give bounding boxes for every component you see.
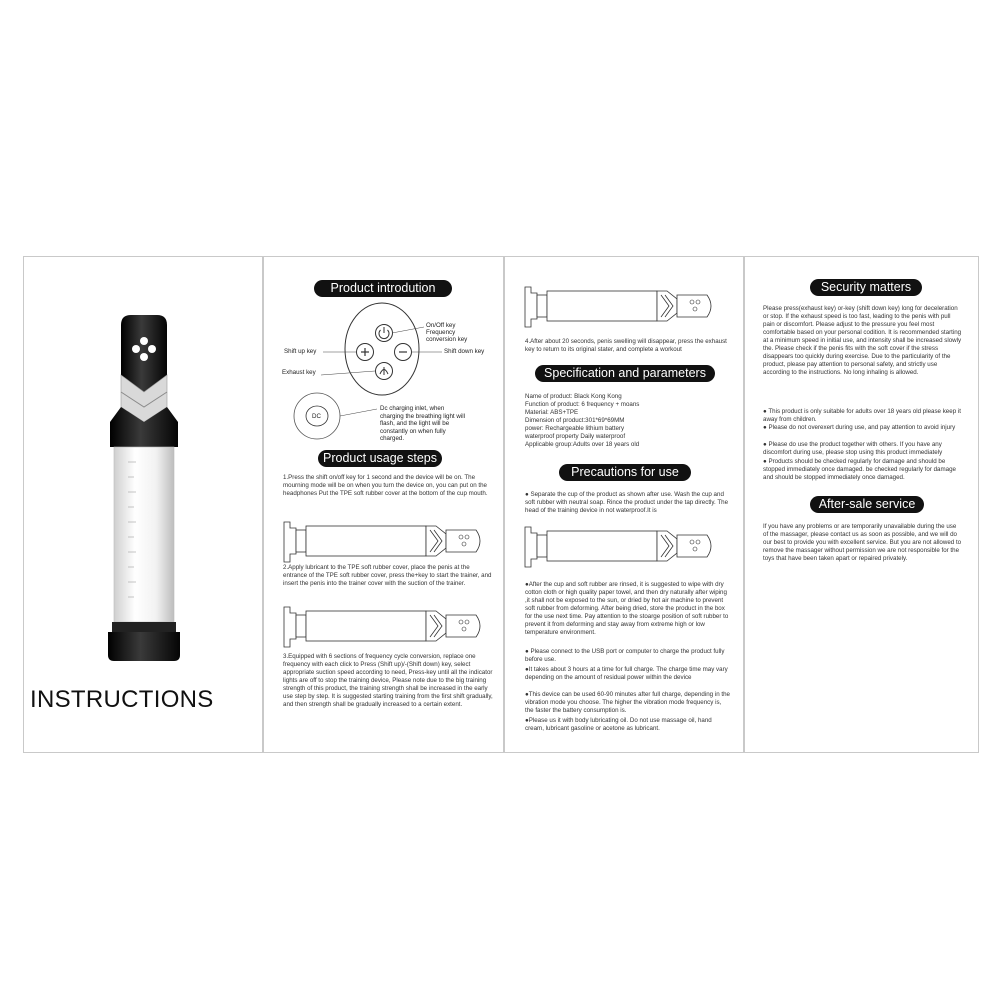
usage-step-3: 3.Equipped with 6 sections of frequency cycle conversion, replace one frequency with each click to Press (Shift up)/-(Shift down) key, select appropriate suction speed according to need, Press-key until all the indicator lights are off to stop the training device, Please note due to the big training strength of this product, the training strength shall be increased in the early use step by step. It is suggested starting training from the first shift gradually, and then strength shall be gradually increased to a certain extent. xyxy=(283,653,493,708)
usage-step-4: 4.After about 20 seconds, penis swelling will disappear, press the exhaust key to return to its original stater, and complete a workout xyxy=(525,338,727,353)
section-title-security: Security matters xyxy=(810,279,922,296)
precaution-1: ● Separate the cup of the product as shown after use. Wash the cup and soft rubber with neutral soap. Rince the product under the tap directly. The head of the training device in not waterproof.It is xyxy=(525,491,729,514)
precaution-5: ●This device can be used 60-90 minutes after full charge, depending in the vibration mode you choose. The higher the vibration mode frequency is, the faster the battery consumption is. xyxy=(525,691,730,714)
spec-line: Dimension of product:301*69*69MM xyxy=(525,417,625,424)
label-dc-charging: Dc charging inlet, when charging the breathing light will flash, and the light will be constantly on when fully charged. xyxy=(380,405,465,442)
spec-line: Function of product: 6 frequency + moans xyxy=(525,401,640,408)
cover-panel xyxy=(23,256,263,753)
spec-line: Material: ABS+TPE xyxy=(525,409,579,416)
device-diagram-1 xyxy=(264,512,504,572)
spec-line: waterproof property Daily waterproof xyxy=(525,433,626,440)
precaution-3: ● Please connect to the USB port or computer to charge the product fully before use. xyxy=(525,648,725,663)
instructions-title: INSTRUCTIONS xyxy=(30,686,214,713)
label-conversion-key: conversion key xyxy=(426,336,468,343)
label-shift-up-key: Shift up key xyxy=(284,348,317,355)
section-title-after-sale: After-sale service xyxy=(810,496,924,513)
section-title-usage-steps: Product usage steps xyxy=(318,450,442,467)
label-shift-down-key: Shift down key xyxy=(444,348,485,355)
security-bullet-3: ● Please do use the product together with others. If you have any discomfort during use, please stop using this product immediately xyxy=(763,441,943,456)
spec-panel xyxy=(504,256,744,753)
security-bullet-2: ● Please do not overexert during use, and pay attention to avoid injury xyxy=(763,424,956,431)
spec-line: Applicable group:Adults over 18 years old xyxy=(525,441,640,448)
section-title-precautions: Precautions for use xyxy=(559,464,691,481)
after-sale-text: If you have any problems or are temporarily unavailable during the use of the massager, please contact us as soon as possible, and we will do our best to provide you with excellent service. But you are not allowed to remove the massager without permission we are not responsible for the toys that have been taken apart or repaired privately. xyxy=(763,523,962,562)
label-dc: DC xyxy=(312,413,321,420)
device-diagram-3 xyxy=(505,279,744,339)
spec-line: Name of product: Black Kong Kong xyxy=(525,393,622,400)
section-title-specification: Specification and parameters xyxy=(535,365,715,382)
security-bullet-1: ● This product is only suitable for adults over 18 years old please keep it away from children. xyxy=(763,408,961,423)
label-frequency: Frequency xyxy=(426,329,456,336)
product-illustration xyxy=(24,257,263,753)
device-diagram-4 xyxy=(505,519,744,579)
usage-step-1: 1.Press the shift on/off key for 1 second and the device will be on. The mourning mode will be on when you turn the device on, you can put on the headphones Put the TPE soft rubber cover at the bottom of the cup mouth. xyxy=(283,474,488,497)
security-panel xyxy=(744,256,979,753)
precaution-6: ●Please us it with body lubricating oil. Do not use massage oil, hand cream, lubricant gasoline or acetone as lubricant. xyxy=(525,717,712,732)
spec-list xyxy=(525,393,730,449)
device-diagram-2 xyxy=(264,597,504,657)
precaution-4: ●It takes about 3 hours at a time for full charge. The charge time may vary depending on the amount of residual power within the device xyxy=(525,666,728,681)
usage-step-2: 2.Apply lubricant to the TPE soft rubber cover, place the penis at the entrance of the TPE soft rubber cover, press the+key to start the trainer, and insert the penis into the trainer cover with the suction of the trainer. xyxy=(283,564,492,587)
intro-panel xyxy=(263,256,504,753)
precaution-2: ●After the cup and soft rubber are rinsed, it is suggested to wipe with dry cotton cloth or high quality paper towel, and then dry naturally after wiping ,it shall not be exposed to the sun, or dried by hot air machine to prevent soft rubber from deforming. After being dried, store the product in the box for the use next time. Pay attention to the stoarge position of soft rubber to prevent it from deforming and stay away from extreme high or low temperature environment. xyxy=(525,581,729,636)
spec-line: power: Rechargeable lithium battery xyxy=(525,425,625,432)
security-intro: Please press(exhaust key) or-key (shift down key) long for deceleration or stop. If the exhaust speed is too fast, leading to the penis with pull pain or discomfort. Please adjust to the pressure you feel most comfortable based on your personal codition. It is recommended starting at a minimum speed in initial use, and intensity shall be increased slowly the. Please check if the penis fits with the soft cover if the stress disappears too quickly during exercise. Due to the particularity of the product, please pay attention to personal safety, and strictly use according to the instructions. No long inhaling is allowed. xyxy=(763,305,962,376)
section-title-product-introduction: Product introdution xyxy=(314,280,452,297)
label-exhaust-key: Exhaust key xyxy=(282,369,316,376)
label-onoff-key: On/Off key xyxy=(426,322,456,329)
security-bullet-4: ● Products should be checked regularly for damage and should be stopped immediately once damaged. be checked regularly for damage and should be stopped immediately once damaged. xyxy=(763,458,956,481)
